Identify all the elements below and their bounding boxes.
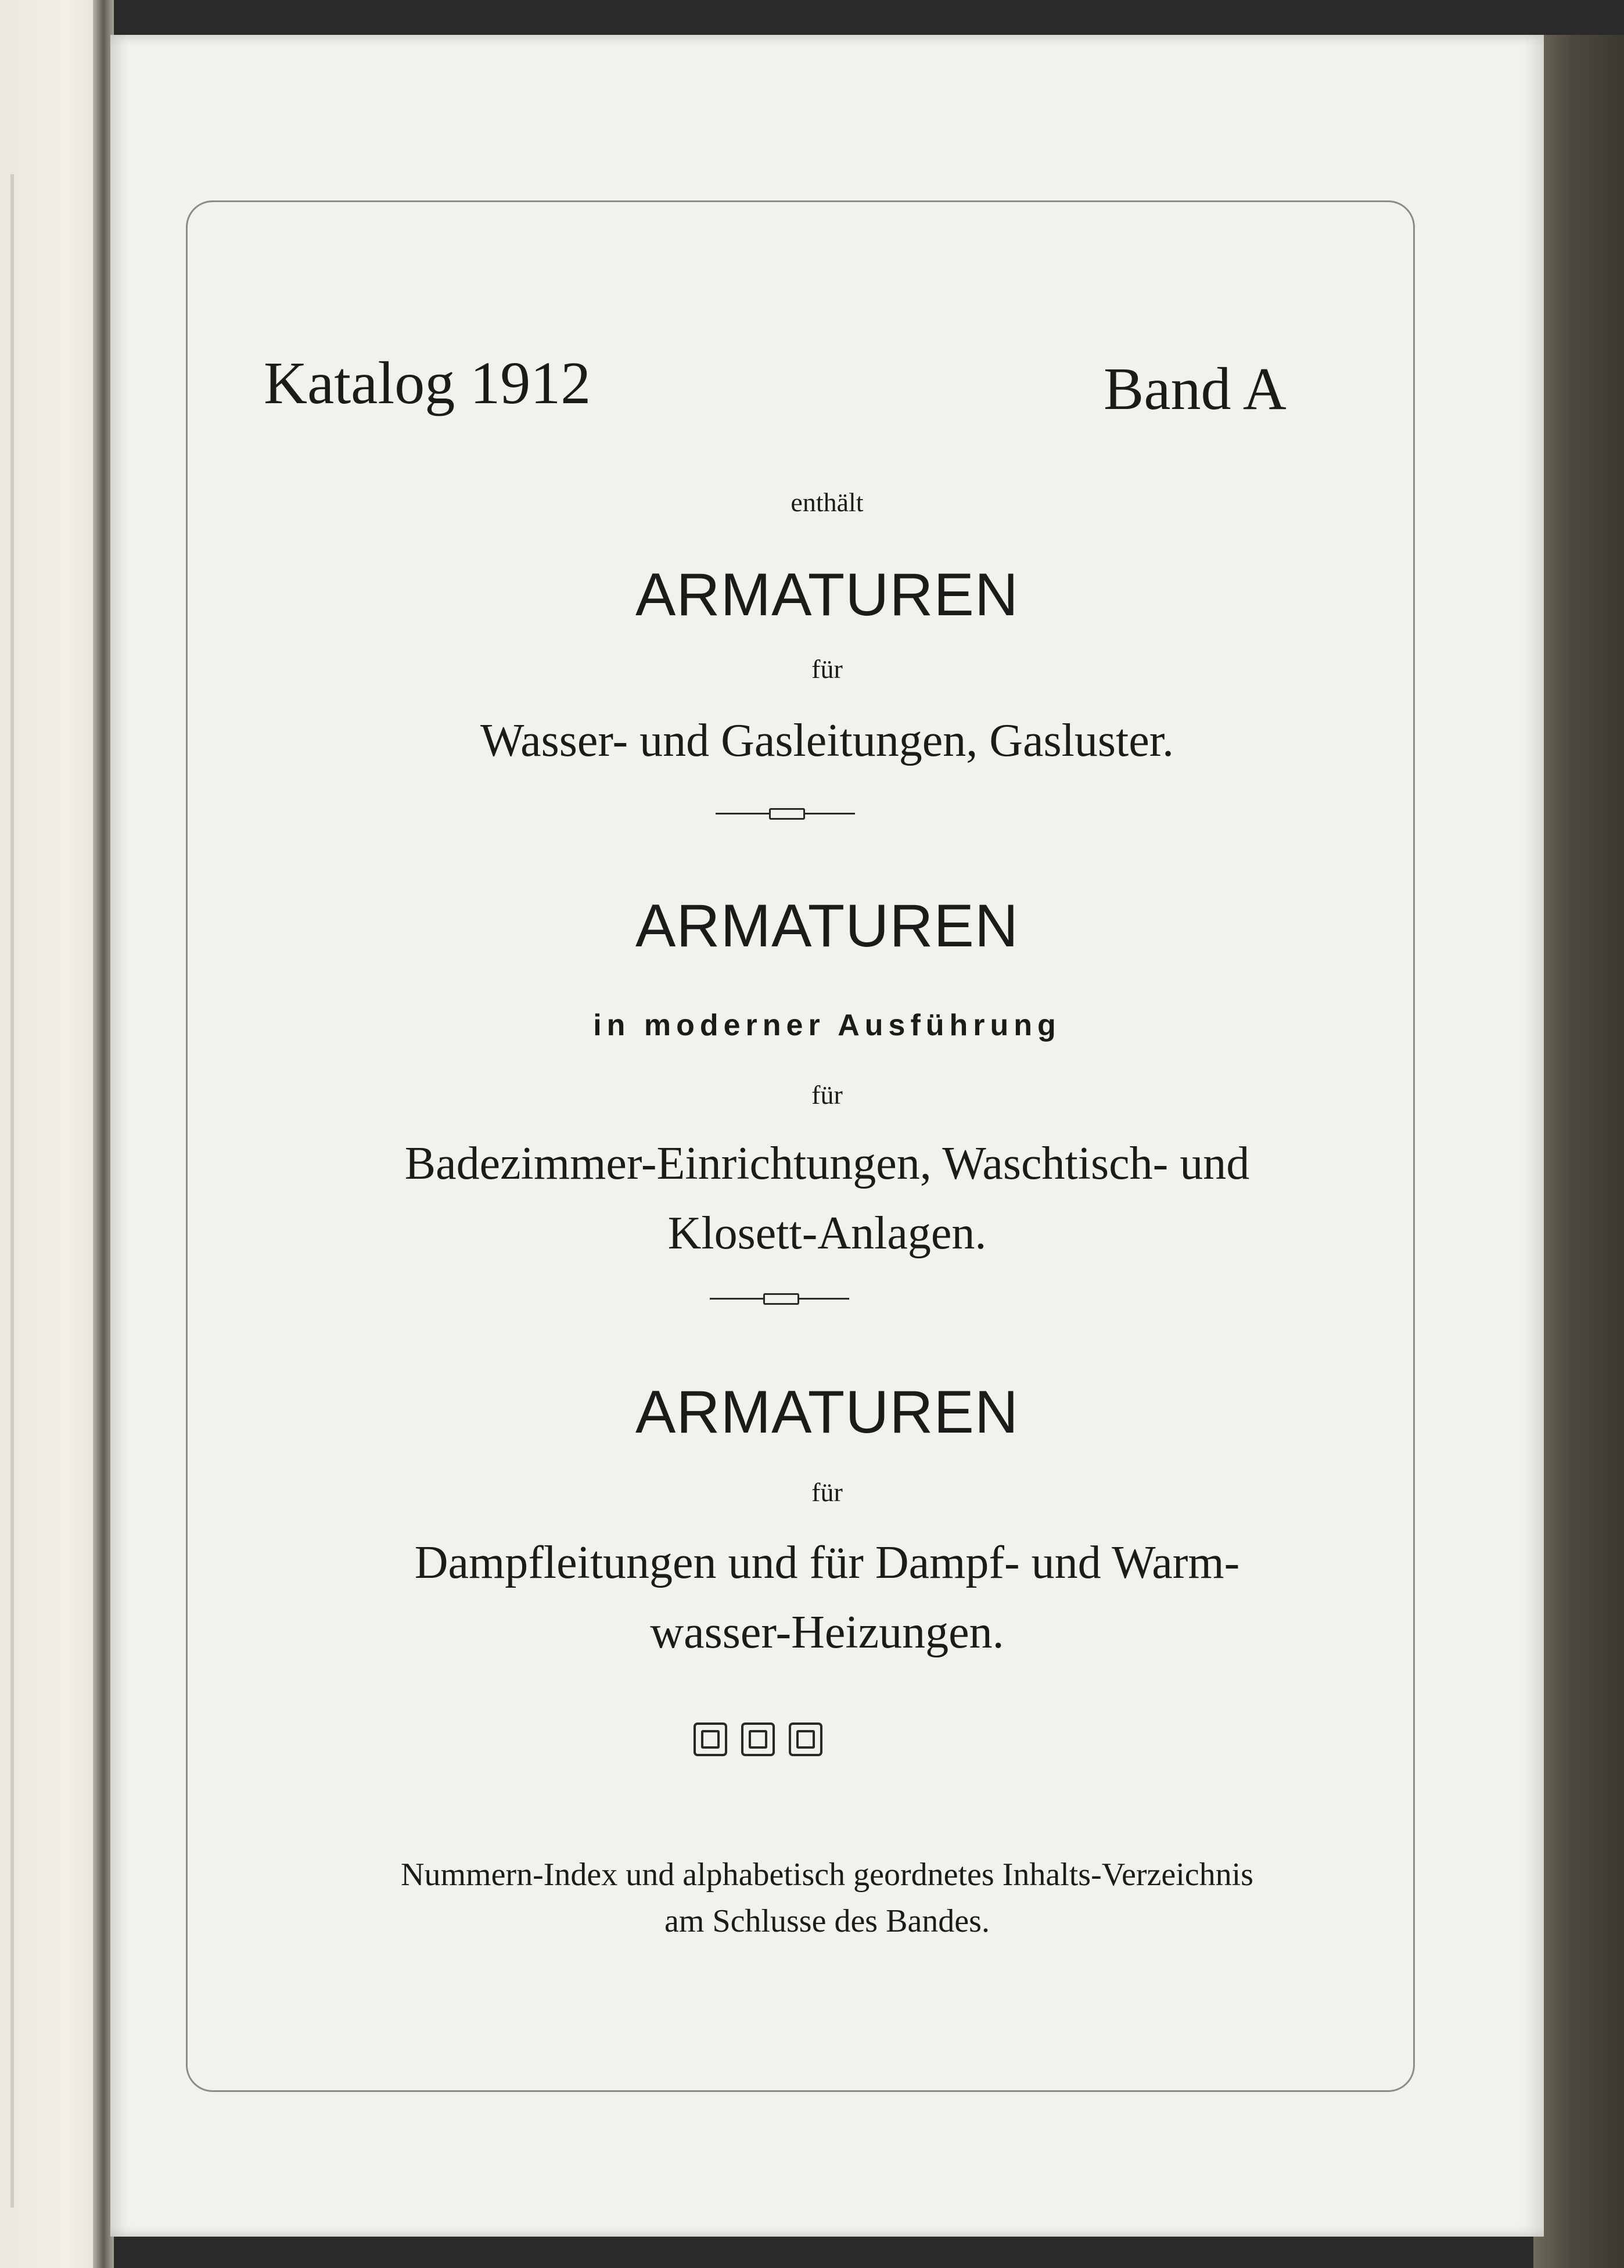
section2-subject-line1: Badezimmer-Einrichtungen, Waschtisch- und	[404, 1138, 1250, 1189]
square-ornaments	[694, 1722, 836, 1756]
section2-style: in moderner Ausführung	[593, 1009, 1061, 1042]
ornamental-divider	[710, 1287, 849, 1310]
section1-fuer: für	[811, 654, 843, 684]
page-margin-line	[10, 174, 14, 2208]
section2-title: ARMATUREN	[635, 892, 1019, 960]
book-cover-edge	[1533, 35, 1624, 2268]
section3-fuer: für	[811, 1477, 843, 1507]
catalog-year: Katalog 1912	[264, 350, 591, 417]
section1-subject: Wasser- und Gasleitungen, Gasluster.	[480, 715, 1174, 766]
square-ornament-icon	[789, 1722, 822, 1756]
section3-subject-line2: wasser-Heizungen.	[650, 1607, 1004, 1658]
catalog-title-page	[110, 35, 1544, 2237]
section2-fuer: für	[811, 1080, 843, 1110]
contains-label: enthält	[791, 487, 864, 517]
index-note-line1: Nummern-Index und alphabetisch geordnetes Inhalts-Verzeichnis	[401, 1857, 1253, 1893]
section3-title: ARMATUREN	[635, 1379, 1019, 1446]
section3-subject-line1: Dampfleitungen und für Dampf- und Warm-	[414, 1537, 1240, 1588]
ornamental-divider	[716, 802, 855, 825]
square-ornament-icon	[694, 1722, 727, 1756]
section2-subject-line2: Klosett-Anlagen.	[667, 1208, 987, 1259]
index-note-line2: am Schlusse des Bandes.	[664, 1903, 990, 1939]
volume-label: Band A	[1104, 356, 1287, 422]
section1-title: ARMATUREN	[635, 561, 1019, 629]
square-ornament-icon	[741, 1722, 775, 1756]
